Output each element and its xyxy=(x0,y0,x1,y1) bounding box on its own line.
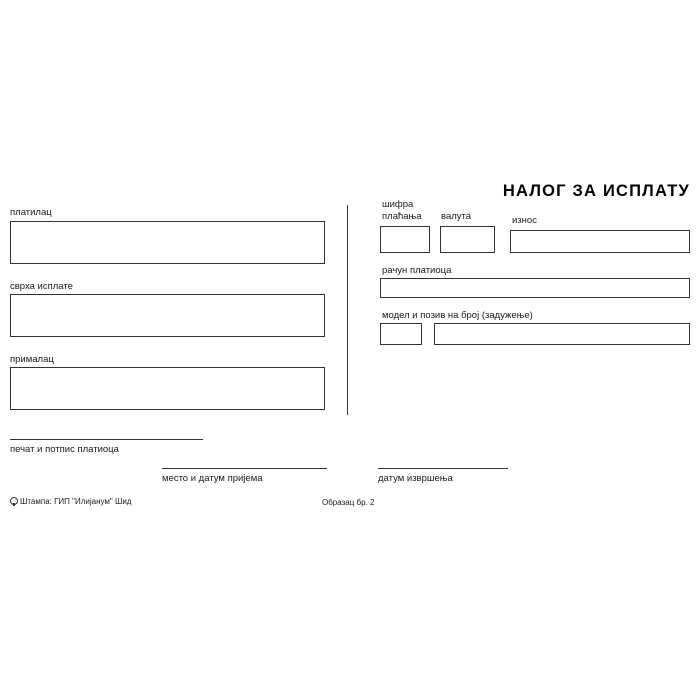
printer-note-text: Штампа: ГИП "Илијанум" Шид xyxy=(20,497,132,506)
place-date-rule xyxy=(162,468,327,469)
printer-mark-icon xyxy=(10,497,18,505)
model-field[interactable] xyxy=(380,323,422,345)
stamp-signature-label: печат и потпис платиоца xyxy=(10,444,119,455)
stamp-signature-rule xyxy=(10,439,203,440)
payer-account-label: рачун платиоца xyxy=(382,265,452,276)
payer-label: платилац xyxy=(10,207,52,218)
reference-number-field[interactable] xyxy=(434,323,690,345)
printer-note xyxy=(10,496,131,506)
model-reference-label: модел и позив на број (задужење) xyxy=(382,310,533,321)
purpose-field[interactable] xyxy=(10,294,325,337)
payer-field[interactable] xyxy=(10,221,325,264)
execution-date-rule xyxy=(378,468,508,469)
payment-code-label-line1: шифра xyxy=(382,199,414,210)
amount-label: износ xyxy=(512,215,537,226)
place-date-label: место и датум пријема xyxy=(162,473,263,484)
purpose-label: сврха исплате xyxy=(10,281,73,292)
form-code: Образац бр. 2 xyxy=(322,498,375,507)
execution-date-label: датум извршења xyxy=(378,473,453,484)
page-title: НАЛОГ ЗА ИСПЛАТУ xyxy=(502,182,690,200)
payment-code-label-line2: плаћања xyxy=(382,211,422,222)
payment-code-field[interactable] xyxy=(380,226,430,253)
currency-label: валута xyxy=(441,211,472,222)
vertical-divider xyxy=(347,205,348,415)
recipient-label: прималац xyxy=(10,354,54,365)
amount-field[interactable] xyxy=(510,230,690,253)
payer-account-field[interactable] xyxy=(380,278,690,298)
currency-field[interactable] xyxy=(440,226,495,253)
recipient-field[interactable] xyxy=(10,367,325,410)
